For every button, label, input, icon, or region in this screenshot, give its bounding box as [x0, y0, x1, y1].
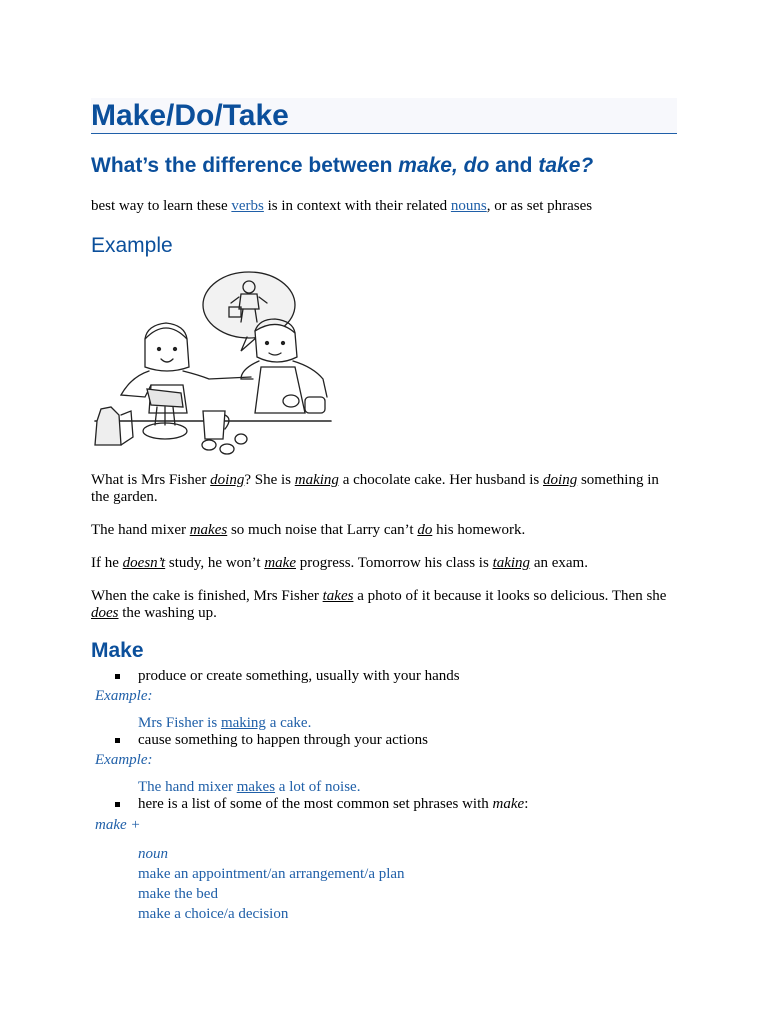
- verb-highlight: taking: [492, 555, 531, 571]
- example-sentence-2: [91, 779, 677, 796]
- verb-highlight: make: [264, 555, 296, 571]
- verbs-link[interactable]: verbs: [231, 198, 264, 214]
- example-label: Example:: [95, 688, 153, 704]
- para-text: a chocolate cake. Her husband is: [338, 472, 544, 488]
- para-text: study, he won’t: [165, 555, 265, 571]
- para-text: progress. Tomorrow his class is: [295, 555, 493, 571]
- phrase-item: make the bed: [138, 886, 218, 902]
- bullet-text: here is a list of some of the most common set phrases with: [138, 796, 493, 812]
- example-text: Mrs Fisher is: [138, 715, 221, 731]
- subtitle-emphasis-make-do: make, do: [398, 154, 490, 177]
- example-text: a cake.: [265, 715, 312, 731]
- make-bullet-2: cause something to happen through your actions: [91, 732, 677, 749]
- para-text: When the cake is finished, Mrs Fisher: [91, 588, 323, 604]
- phrase-item: make a choice/a decision: [138, 906, 289, 922]
- page-title: Make/Do/Take: [91, 99, 289, 132]
- phrase-noun-label: noun: [138, 846, 168, 862]
- example-paragraph-4: [91, 588, 677, 622]
- phrase-item: make an appointment/an arrangement/a plan: [138, 866, 405, 882]
- make-bullet-3: [91, 796, 677, 813]
- cooking-family-illustration: [91, 267, 336, 457]
- example-text: The hand mixer: [138, 779, 237, 795]
- example-paragraph-2: [91, 522, 677, 539]
- make-plus-label: make +: [95, 817, 141, 833]
- para-text: so much noise that Larry can’t: [227, 522, 418, 538]
- example-heading: Example: [91, 234, 173, 257]
- nouns-link[interactable]: nouns: [450, 198, 487, 214]
- para-text: If he: [91, 555, 123, 571]
- page-subtitle: [91, 152, 677, 180]
- subtitle-text: What’s the difference between: [91, 154, 399, 177]
- intro-text: , or as set phrases: [486, 198, 593, 214]
- makes-link[interactable]: makes: [236, 779, 276, 795]
- verb-highlight: doing: [210, 472, 245, 488]
- para-text: a photo of it because it looks so delicious. Then she: [353, 588, 667, 604]
- example-paragraph-1: [91, 472, 677, 506]
- example-label: Example:: [95, 752, 153, 768]
- make-bullet-1: produce or create something, usually with your hands: [91, 668, 677, 685]
- example-text: a lot of noise.: [275, 779, 361, 795]
- verb-highlight: making: [294, 472, 339, 488]
- intro-paragraph: [91, 198, 677, 215]
- subtitle-and: and: [489, 154, 539, 177]
- title-bar: [91, 98, 677, 134]
- make-heading: Make: [91, 639, 144, 662]
- para-text: The hand mixer: [91, 522, 190, 538]
- making-link[interactable]: making: [220, 715, 266, 731]
- verb-highlight: do: [417, 522, 433, 538]
- bullet-text: :: [524, 796, 529, 812]
- example-sentence-1: [91, 715, 677, 732]
- bullet-emphasis: make: [492, 796, 525, 812]
- para-text: What is Mrs Fisher: [91, 472, 211, 488]
- subtitle-emphasis-take: take?: [538, 154, 594, 177]
- verb-highlight: does: [91, 605, 119, 621]
- verb-highlight: makes: [189, 522, 228, 538]
- verb-highlight: doesn’t: [122, 555, 166, 571]
- intro-text: best way to learn these: [91, 198, 232, 214]
- para-text: ? She is: [244, 472, 295, 488]
- para-text: an exam.: [530, 555, 588, 571]
- intro-text: is in context with their related: [263, 198, 451, 214]
- para-text: the washing up.: [118, 605, 217, 621]
- para-text: his homework.: [432, 522, 526, 538]
- verb-highlight: doing: [543, 472, 578, 488]
- verb-highlight: takes: [322, 588, 354, 604]
- example-paragraph-3: [91, 555, 677, 572]
- para-text: something in the garden.: [91, 472, 659, 505]
- document-page: [91, 98, 677, 924]
